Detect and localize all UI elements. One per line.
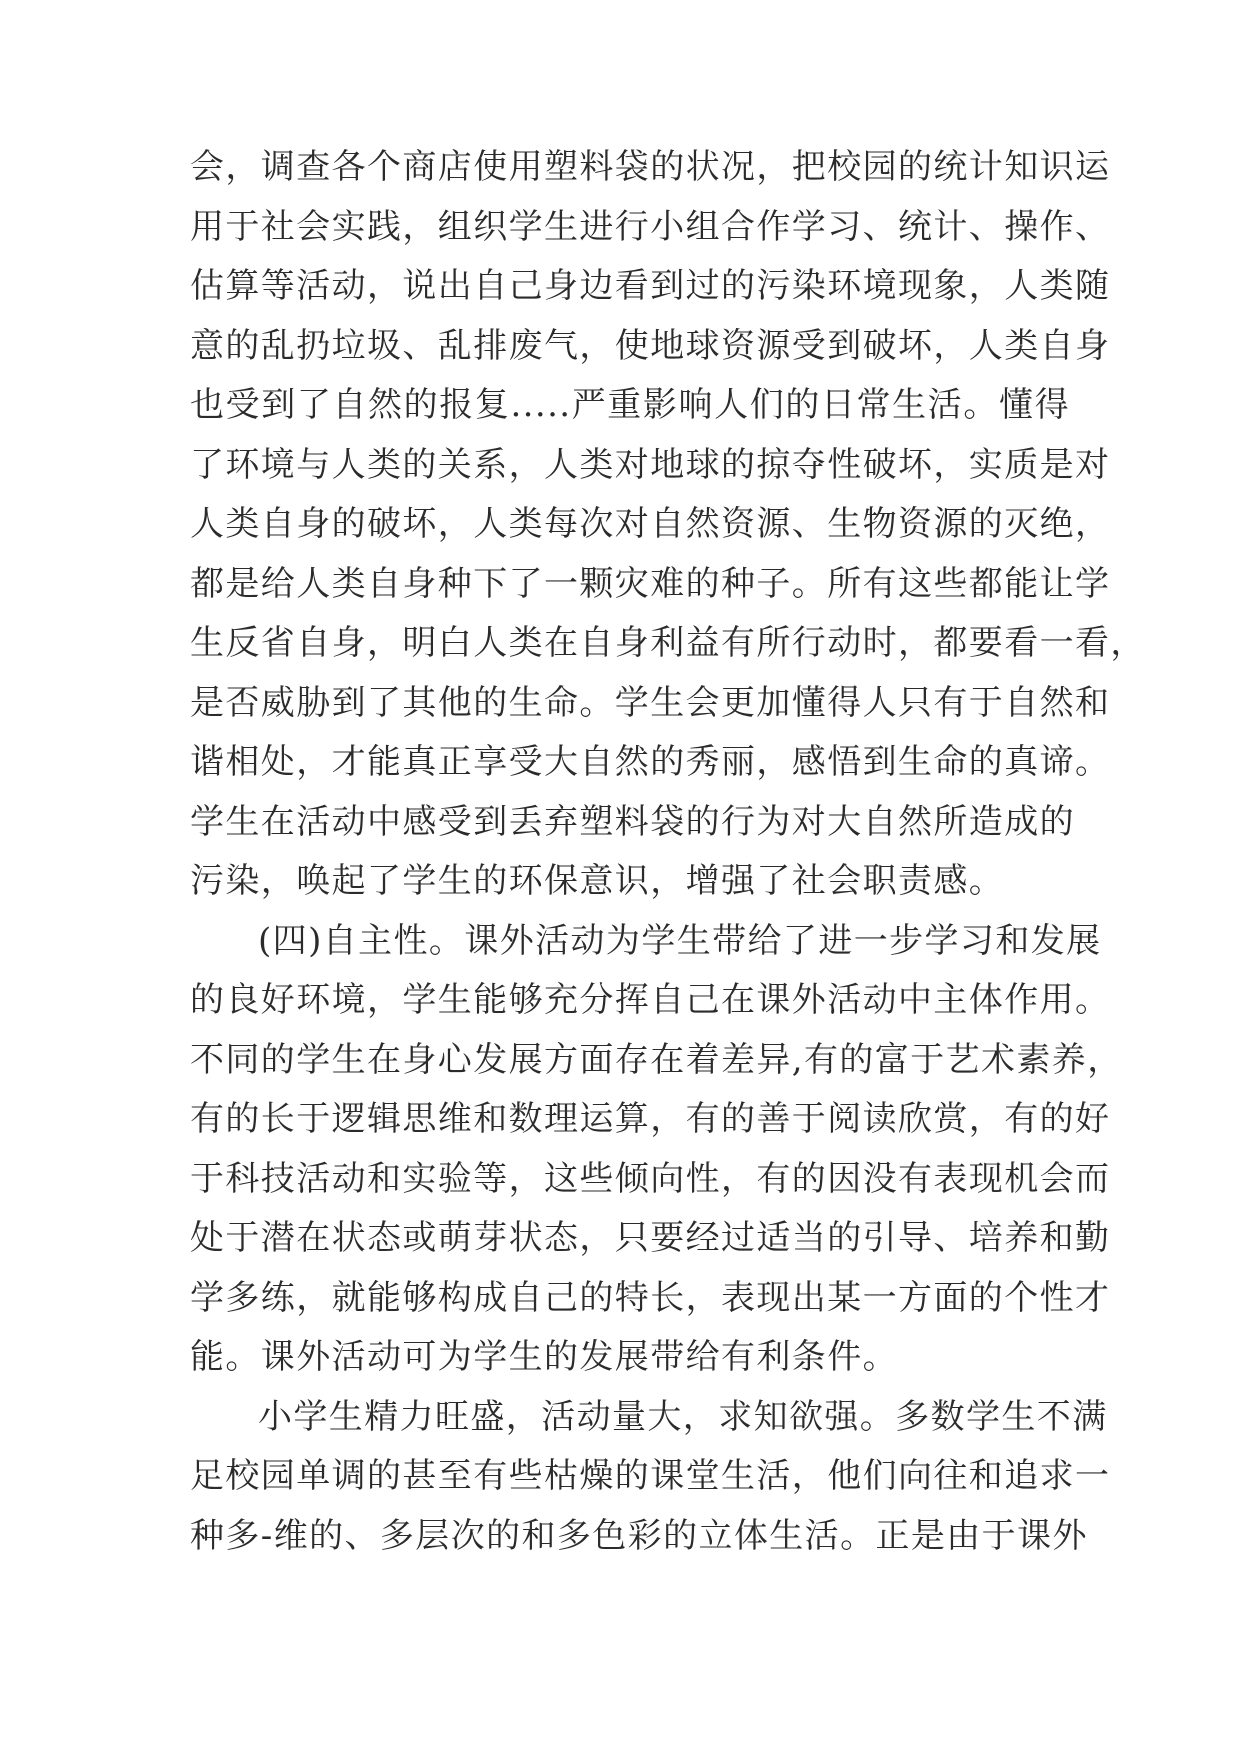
text-line: 有的长于逻辑思维和数理运算，有的善于阅读欣赏，有的好 — [190, 1099, 1111, 1139]
text-line: 的良好环境，学生能够充分挥自己在课外活动中主体作用。 — [190, 980, 1111, 1020]
text-line: 会，调查各个商店使用塑料袋的状况，把校园的统计知识运 — [190, 147, 1111, 187]
text-line: 也受到了自然的报复.....严重影响人们的日常生活。懂得 — [190, 385, 1070, 425]
text-line: 足校园单调的甚至有些枯燥的课堂生活，他们向往和追求一 — [190, 1456, 1111, 1496]
text-line: 了环境与人类的关系，人类对地球的掠夺性破坏，实质是对 — [190, 444, 1111, 485]
text-line: (四)自主性。课外活动为学生带给了进一步学习和发展 — [258, 920, 1102, 961]
text-line: 小学生精力旺盛，活动量大，求知欲强。多数学生不满 — [258, 1396, 1108, 1437]
text-line: 污染，唤起了学生的环保意识，增强了社会职责感。 — [190, 861, 1005, 901]
text-line: 学多练，就能够构成自己的特长，表现出某一方面的个性才 — [190, 1277, 1111, 1318]
text-line: 人类自身的破坏，人类每次对自然资源、生物资源的灭绝， — [190, 504, 1111, 544]
text-line: 估算等活动，说出自己身边看到过的污染环境现象，人类随 — [190, 266, 1111, 306]
text-line: 用于社会实践，组织学生进行小组合作学习、统计、操作、 — [190, 206, 1111, 247]
text-line: 生反省自身，明白人类在自身利益有所行动时，都要看一看， — [190, 623, 1146, 663]
text-line: 于科技活动和实验等，这些倾向性，有的因没有表现机会而 — [190, 1158, 1111, 1199]
text-line: 是否威胁到了其他的生命。学生会更加懂得人只有于自然和 — [190, 682, 1111, 723]
text-line: 学生在活动中感受到丢弃塑料袋的行为对大自然所造成的 — [190, 801, 1075, 842]
text-line: 能。课外活动可为学生的发展带给有利条件。 — [190, 1337, 898, 1377]
text-line: 种多-维的、多层次的和多色彩的立体生活。正是由于课外 — [190, 1515, 1088, 1556]
text-line: 都是给人类自身种下了一颗灾难的种子。所有这些都能让学 — [190, 563, 1111, 604]
text-line: 意的乱扔垃圾、乱排废气，使地球资源受到破坏，人类自身 — [190, 325, 1111, 366]
text-line: 谐相处，才能真正享受大自然的秀丽，感悟到生命的真谛。 — [190, 742, 1111, 782]
text-line: 处于潜在状态或萌芽状态，只要经过适当的引导、培养和勤 — [190, 1218, 1111, 1258]
document-body — [190, 138, 1146, 1566]
text-line: 不同的学生在身心发展方面存在着差异,有的富于艺术素养， — [190, 1039, 1123, 1080]
